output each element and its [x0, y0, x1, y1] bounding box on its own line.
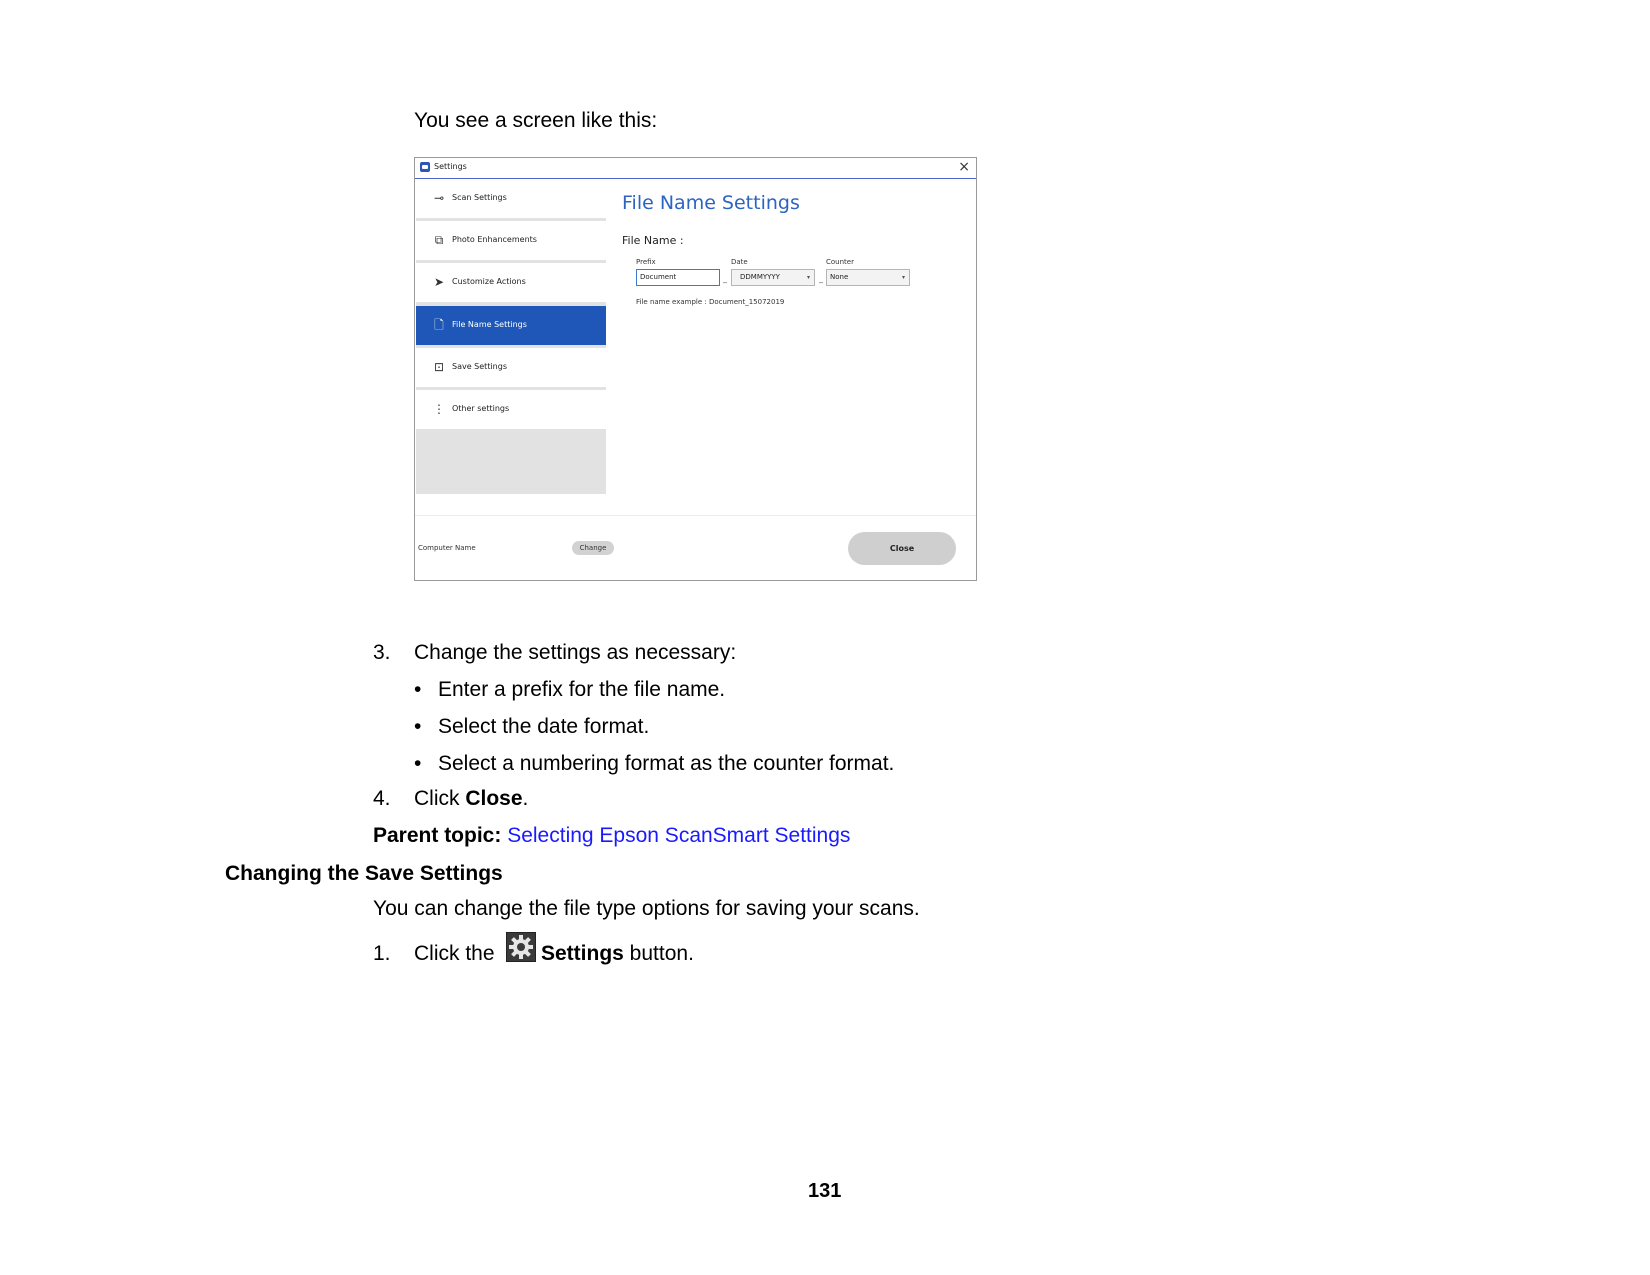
gear-icon — [506, 932, 536, 962]
prefix-label: Prefix — [636, 258, 656, 266]
settings-sidebar — [416, 179, 606, 494]
parent-topic — [373, 823, 850, 849]
bullet-glyph: • — [414, 752, 422, 775]
step-3-text: Change the settings as necessary: — [414, 641, 737, 664]
window-titlebar — [415, 158, 976, 179]
close-icon[interactable]: × — [958, 159, 970, 175]
sidebar-item-photo-enhancements[interactable] — [416, 221, 606, 261]
chevron-down-icon: ▾ — [901, 274, 905, 281]
sidebar-item-label: Other settings — [452, 404, 510, 413]
sidebar-item-save-settings[interactable] — [416, 348, 606, 388]
separator: _ — [819, 274, 823, 283]
save-settings-icon: ⊡ — [433, 360, 445, 374]
step-4-bold: Close — [465, 787, 523, 810]
scan-settings-icon: ⊸ — [433, 191, 445, 205]
date-label: Date — [731, 258, 748, 266]
computer-name-label: Computer Name — [418, 544, 476, 552]
window-title: Settings — [434, 162, 467, 171]
sidebar-item-customize-actions[interactable] — [416, 263, 606, 303]
intro-text: You see a screen like this: — [414, 109, 658, 132]
app-icon — [420, 162, 430, 172]
prefix-input[interactable]: Document — [636, 269, 720, 286]
bullet-item: Enter a prefix for the file name. — [438, 678, 726, 701]
step-1-number: 1. — [373, 942, 391, 965]
step-1-rest — [541, 941, 694, 967]
counter-select[interactable] — [826, 269, 910, 286]
counter-select-value: None — [830, 273, 849, 281]
section-intro: You can change the file type options for saving your scans. — [373, 897, 920, 920]
bullet-item: Select the date format. — [438, 715, 650, 738]
date-select-value: DDMMYYYY — [740, 273, 780, 281]
chevron-down-icon: ▾ — [806, 274, 810, 281]
settings-window-screenshot — [414, 157, 977, 581]
section-heading: Changing the Save Settings — [225, 862, 503, 885]
sidebar-item-label: Photo Enhancements — [452, 235, 537, 244]
bullet-glyph: • — [414, 678, 422, 701]
bullet-glyph: • — [414, 715, 422, 738]
panel-title: File Name Settings — [622, 192, 800, 214]
page-number: 131 — [808, 1180, 842, 1202]
sidebar-item-other-settings[interactable] — [416, 390, 606, 430]
file-name-example: File name example : Document_15072019 — [636, 298, 785, 306]
parent-topic-link[interactable]: Selecting Epson ScanSmart Settings — [507, 824, 851, 847]
step-4-text — [414, 786, 528, 812]
parent-topic-label: Parent topic: — [373, 824, 502, 847]
gear-icon-glyph — [507, 933, 535, 961]
step-4-post: . — [522, 787, 529, 810]
bullet-item: Select a numbering format as the counter format. — [438, 752, 895, 775]
step-4-pre: Click — [414, 787, 466, 810]
more-vertical-icon: ⋮ — [433, 402, 445, 416]
file-name-icon: 🗋 — [434, 318, 444, 332]
sidebar-item-file-name-settings[interactable] — [416, 306, 606, 346]
footer-divider — [415, 515, 976, 516]
step-1-pre: Click the — [414, 942, 495, 965]
sidebar-item-label: Customize Actions — [452, 277, 526, 286]
sidebar-item-scan-settings[interactable] — [416, 179, 606, 219]
sidebar-item-label: File Name Settings — [452, 320, 527, 329]
photo-enhancements-icon: ⧉ — [434, 233, 444, 247]
step-3-number: 3. — [373, 641, 391, 664]
sidebar-item-label: Save Settings — [452, 362, 507, 371]
step-1-post: button. — [623, 942, 694, 965]
sidebar-item-label: Scan Settings — [452, 193, 507, 202]
date-select[interactable] — [731, 269, 815, 286]
close-button[interactable]: Close — [848, 532, 956, 565]
change-button[interactable]: Change — [572, 541, 614, 555]
customize-actions-icon: ➤ — [433, 275, 445, 289]
step-1-bold: Settings — [541, 942, 624, 965]
file-name-label: File Name : — [622, 234, 684, 247]
separator: _ — [723, 274, 727, 283]
step-4-number: 4. — [373, 787, 391, 810]
counter-label: Counter — [826, 258, 854, 266]
